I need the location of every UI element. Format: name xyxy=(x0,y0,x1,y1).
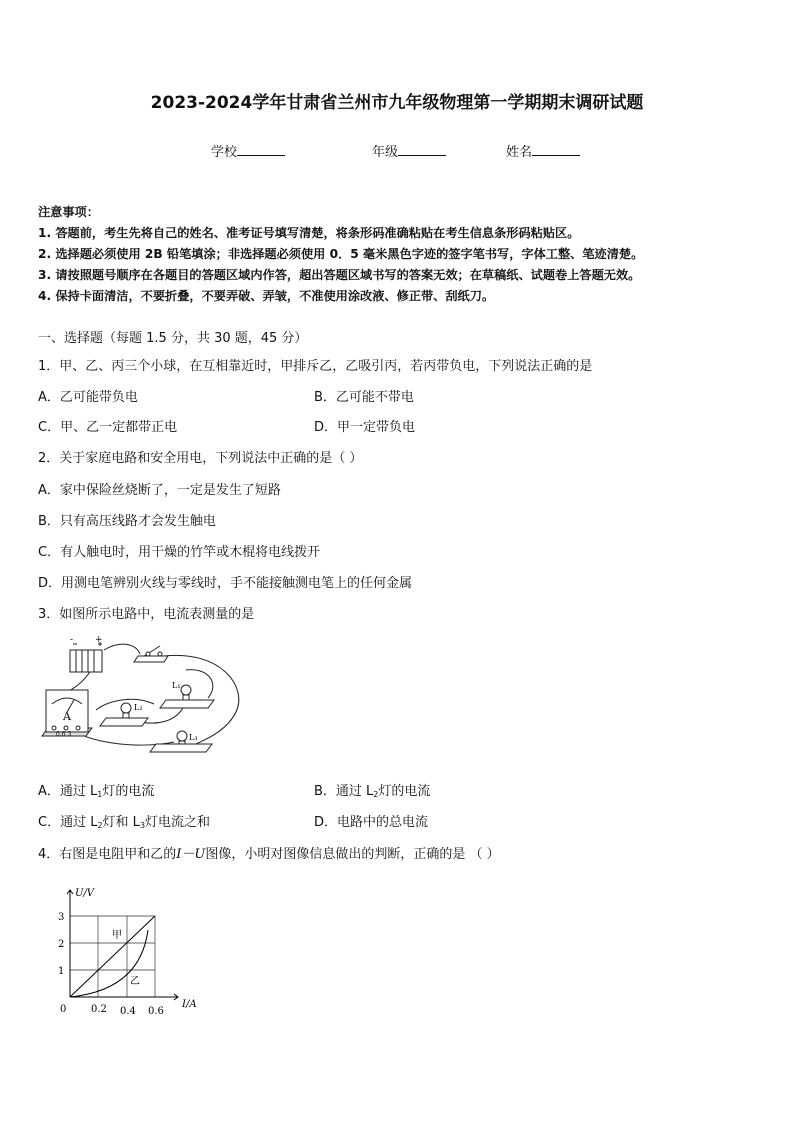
grade-field[interactable] xyxy=(372,141,446,160)
notice-item: 2. 选择题必须使用 2B 铅笔填涂；非选择题必须使用 0．5 毫米黑色字迹的签字笔书写，字体工整、笔迹清楚。 xyxy=(38,247,644,261)
q2-option-c[interactable]: C．有人触电时，用干燥的竹竿或木棍将电线拨开 xyxy=(38,545,321,560)
school-label: 学校 xyxy=(211,145,238,160)
q1-option-d[interactable]: D．甲一定带负电 xyxy=(314,420,416,435)
notice-heading: 注意事项： xyxy=(38,205,99,219)
y-tick-label: 2 xyxy=(58,939,65,950)
q2-option-d[interactable]: D．用测电笔辨别火线与零线时，手不能接触测电笔上的任何金属 xyxy=(38,576,413,591)
lamp-l3 xyxy=(150,731,212,752)
q3-option-b[interactable]: B．通过 $L_2$灯的电流 xyxy=(314,784,431,799)
x-tick-label: 0.4 xyxy=(120,1006,136,1017)
series-jia-label: 甲 xyxy=(112,930,122,941)
notice-item: 3. 请按照题号顺序在各题目的答题区域内作答，超出答题区域书写的答案无效；在草稿纸、试题卷上答题无效。 xyxy=(38,268,641,282)
q1-stem: 1．甲、乙、丙三个小球，在互相靠近时，甲排斥乙，乙吸引丙，若丙带负电，下列说法正确的是 xyxy=(38,359,593,374)
q3-option-a[interactable]: A．通过 $L_1$灯的电流 xyxy=(38,784,155,799)
grade-blank[interactable] xyxy=(398,143,446,156)
y-tick-label: 3 xyxy=(58,912,65,923)
series-yi-label: 乙 xyxy=(130,976,140,987)
q2-stem: 2．关于家庭电路和安全用电，下列说法中正确的是（ ） xyxy=(38,451,363,466)
notice-item: 4. 保持卡面清洁，不要折叠，不要弄破、弄皱，不准使用涂改液、修正带、刮纸刀。 xyxy=(38,289,495,303)
circuit-wire xyxy=(104,644,140,654)
section-heading: 一、选择题（每题 1.5 分，共 30 题，45 分） xyxy=(38,331,308,346)
iu-chart xyxy=(50,882,210,1022)
battery-minus-sign: - xyxy=(70,635,74,645)
battery-plus-sign: + xyxy=(95,635,103,645)
q3-stem: 3．如图所示电路中，电流表测量的是 xyxy=(38,607,255,622)
q2-option-a[interactable]: A．家中保险丝烧断了，一定是发生了短路 xyxy=(38,483,281,498)
x-tick-label: 0.6 xyxy=(148,1006,164,1017)
ammeter-scale: 0.6 3 xyxy=(56,731,72,738)
circuit-diagram xyxy=(36,632,248,762)
page-title: 2023-2024学年甘肃省兰州市九年级物理第一学期期末调研试题 xyxy=(150,93,644,113)
battery xyxy=(70,642,102,672)
q3-option-c[interactable]: C．通过 $L_2$灯和 $L_3$灯电流之和 xyxy=(38,815,211,830)
school-blank[interactable] xyxy=(237,143,285,156)
lamp-l3-label: L₃ xyxy=(189,733,198,742)
lamp-l1-label: L₁ xyxy=(172,681,181,690)
lamp-l1 xyxy=(160,685,214,708)
origin-label: 0 xyxy=(60,1004,67,1015)
notice-item: 1. 答题前，考生先将自己的姓名、准考证号填写清楚，将条形码准确粘贴在考生信息条形码粘贴区。 xyxy=(38,226,580,240)
x-axis-label: I/A xyxy=(182,999,197,1010)
name-field[interactable] xyxy=(506,141,580,160)
grade-label: 年级 xyxy=(372,145,399,160)
lamp-l2-label: L₂ xyxy=(134,703,143,712)
q3-option-d[interactable]: D．电路中的总电流 xyxy=(314,815,429,830)
name-blank[interactable] xyxy=(532,143,580,156)
y-axis-label: U/V xyxy=(75,888,95,899)
q1-option-a[interactable]: A．乙可能带负电 xyxy=(38,390,138,405)
switch xyxy=(134,646,168,662)
q1-option-c[interactable]: C．甲、乙一定都带正电 xyxy=(38,420,178,435)
name-label: 姓名 xyxy=(506,145,533,160)
ammeter-label: A xyxy=(63,710,71,723)
q2-option-b[interactable]: B．只有高压线路才会发生触电 xyxy=(38,514,216,529)
x-tick-label: 0.2 xyxy=(91,1004,107,1015)
q4-stem: 4．右图是电阻甲和乙的I－U图像，小明对图像信息做出的判断，正确的是 （ ） xyxy=(38,847,500,862)
school-field[interactable] xyxy=(211,141,285,160)
y-tick-label: 1 xyxy=(58,966,65,977)
q1-option-b[interactable]: B．乙可能不带电 xyxy=(314,390,414,405)
